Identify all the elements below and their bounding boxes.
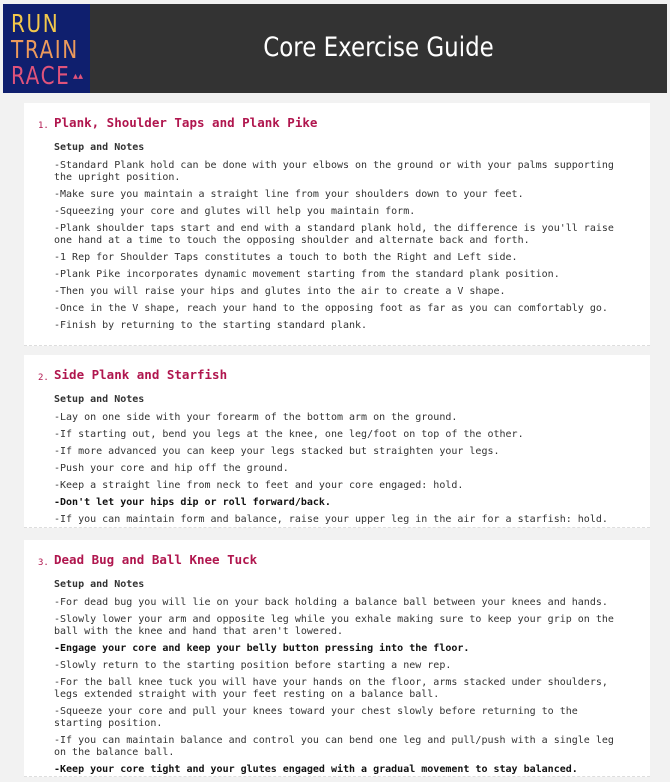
note-item: -Keep your core tight and your glutes engaged with a gradual movement to stay balanced.	[54, 764, 578, 775]
logo-line: RACE	[11, 61, 71, 90]
note-item: -Engage your core and keep your belly button pressing into the floor.	[54, 643, 470, 654]
note-item: -1 Rep for Shoulder Taps constitutes a touch to both the Right and Left side.	[54, 252, 518, 263]
page-title: Core Exercise Guide	[263, 32, 494, 63]
section-title: Plank, Shoulder Taps and Plank Pike	[54, 115, 318, 130]
notes-list	[54, 394, 630, 531]
note-item: -Standard Plank hold can be done with your elbows on the ground or with your palms supporting the upright position.	[54, 160, 614, 183]
note-item: -Slowly lower your arm and opposite leg while you exhale making sure to keep your grip on the ball with the knee and hand that aren't lowered.	[54, 614, 614, 637]
note-item: -Plank shoulder taps start and end with a standard plank hold, the difference is you'll raise one hand at a time to touch the opposing shoulder and alternate back and forth.	[54, 223, 614, 246]
notes-subtitle: Setup and Notes	[54, 579, 145, 590]
logo-line: RUN	[11, 9, 60, 38]
note-item: -Slowly return to the starting position before starting a new rep.	[54, 660, 452, 671]
triangle-icon: ▴▴	[73, 71, 84, 82]
notes-list	[54, 579, 630, 781]
note-item: -Finish by returning to the starting standard plank.	[54, 320, 368, 331]
exercise-section	[24, 103, 650, 346]
section-number: 3.	[38, 558, 49, 568]
note-item: -Push your core and hip off the ground.	[54, 463, 289, 474]
notes-subtitle: Setup and Notes	[54, 142, 145, 153]
exercise-section	[24, 355, 650, 528]
notes-list	[54, 142, 630, 337]
logo-line: TRAIN	[11, 35, 79, 64]
section-number: 2.	[38, 373, 49, 383]
note-item: -Plank Pike incorporates dynamic movement starting from the standard plank position.	[54, 269, 560, 280]
note-item: -Then you will raise your hips and glutes into the air to create a V shape.	[54, 286, 506, 297]
note-item: -Lay on one side with your forearm of the bottom arm on the ground.	[54, 412, 458, 423]
note-item: -If starting out, bend you legs at the knee, one leg/foot on top of the other.	[54, 429, 524, 440]
note-item: -For the ball knee tuck you will have your hands on the floor, arms stacked under shoulders, legs extended straight with your feet resting on a balance ball.	[54, 677, 608, 700]
note-item: -For dead bug you will lie on your back holding a balance ball between your knees and hands.	[54, 597, 608, 608]
notes-subtitle: Setup and Notes	[54, 394, 145, 405]
section-number: 1.	[38, 121, 49, 131]
note-item: -If you can maintain balance and control you can bend one leg and pull/push with a single leg on the balance ball.	[54, 735, 614, 758]
note-item: -Keep a straight line from neck to feet and your core engaged: hold.	[54, 480, 464, 491]
note-item: -Squeeze your core and pull your knees toward your chest slowly before returning to the starting position.	[54, 706, 578, 729]
note-item: -Squeezing your core and glutes will help you maintain form.	[54, 206, 416, 217]
note-item: -If more advanced you can keep your legs stacked but straighten your legs.	[54, 446, 500, 457]
header	[3, 4, 667, 93]
note-item: -Once in the V shape, reach your hand to the opposing foot as far as you can comfortably go.	[54, 303, 608, 314]
note-item: -Make sure you maintain a straight line from your shoulders down to your feet.	[54, 189, 524, 200]
run-train-race-logo	[3, 4, 90, 93]
section-title: Side Plank and Starfish	[54, 367, 228, 382]
note-item: -Don't let your hips dip or roll forward/back.	[54, 497, 331, 508]
note-item: -If you can maintain form and balance, raise your upper leg in the air for a starfish: hold.	[54, 514, 608, 525]
section-title: Dead Bug and Ball Knee Tuck	[54, 552, 258, 567]
exercise-section	[24, 540, 650, 777]
